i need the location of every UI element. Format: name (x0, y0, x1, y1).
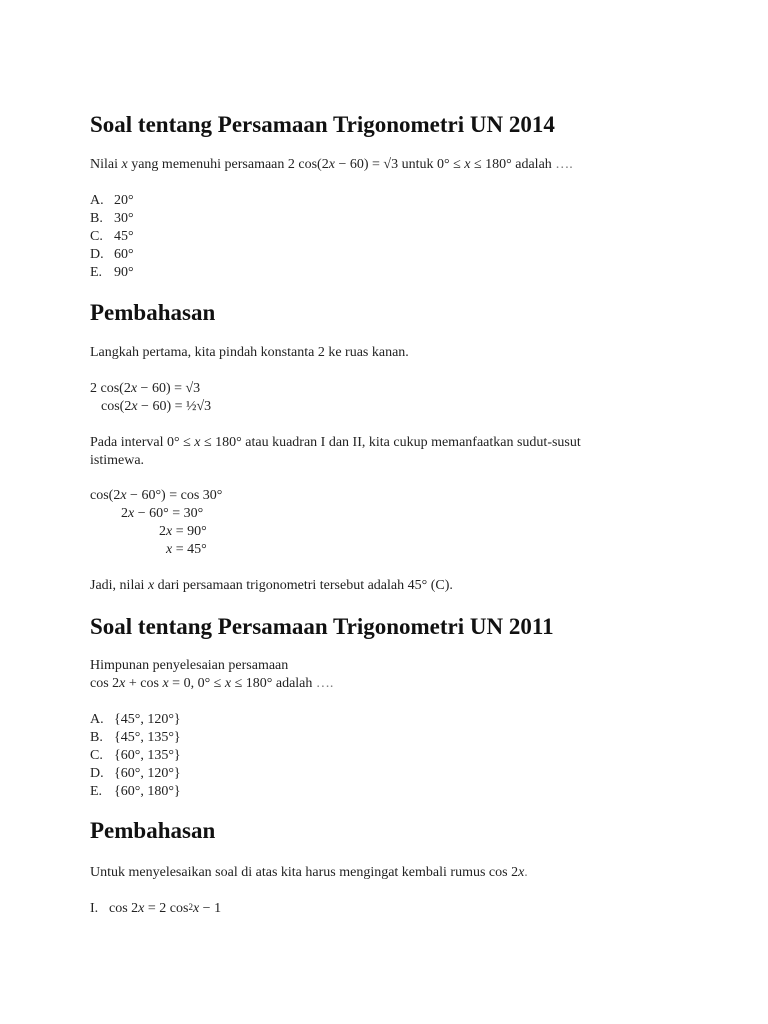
discussion-2-intro: Untuk menyelesaikan soal di atas kita harus mengingat kembali rumus cos 2x. (90, 865, 528, 880)
discussion-title-2: Pembahasan (90, 818, 216, 843)
discussion-title-1: Pembahasan (90, 300, 216, 325)
conclusion-text: Jadi, nilai x dari persamaan trigonometri tersebut adalah 45° (C). (90, 578, 453, 593)
section-title-un-2014: Soal tentang Persamaan Trigonometri UN 2014 (90, 112, 555, 137)
work-line-1: cos(2x − 60°) = cos 30° (90, 488, 223, 503)
question-2011-line-2: cos 2x + cos x = 0, 0° ≤ x ≤ 180° adalah …. (90, 676, 334, 691)
option-c: C. 45° (90, 229, 134, 244)
equation-line-2: cos(2x − 60) = ½√3 (101, 399, 212, 414)
discussion-step-1: Langkah pertama, kita pindah konstanta 2 ke ruas kanan. (90, 345, 409, 360)
option-b: B. 30° (90, 211, 134, 226)
work-line-4: x = 45° (166, 542, 207, 557)
interval-text-line-1: Pada interval 0° ≤ x ≤ 180° atau kuadran I dan II, kita cukup memanfaatkan sudut-susut (90, 435, 581, 450)
formula-i: I. cos 2x = 2 $\cos^2x - 1$ (90, 901, 222, 916)
question-2014: Nilai x yang memenuhi persamaan 2 cos(2x − 60) = √3 untuk 0° ≤ x ≤ 180° adalah …. (90, 157, 573, 172)
work-line-2: 2x − 60° = 30° (121, 506, 204, 521)
option-e-2011: E. {60°, 180°} (90, 784, 181, 799)
option-c-2011: C. {60°, 135°} (90, 748, 181, 763)
option-a: A. 20° (90, 193, 134, 208)
option-d-2011: D. {60°, 120°} (90, 766, 181, 781)
option-d: D. 60° (90, 247, 134, 262)
option-a-2011: A. {45°, 120°} (90, 712, 181, 727)
interval-text-line-2: istimewa. (90, 453, 145, 468)
option-e: E. 90° (90, 265, 134, 280)
section-title-un-2011: Soal tentang Persamaan Trigonometri UN 2011 (90, 614, 554, 639)
question-2011-line-1: Himpunan penyelesaian persamaan (90, 658, 289, 673)
option-b-2011: B. {45°, 135°} (90, 730, 181, 745)
work-line-3: 2x = 90° (159, 524, 207, 539)
equation-line-1: 2 cos(2x − 60) = √3 (90, 381, 201, 396)
